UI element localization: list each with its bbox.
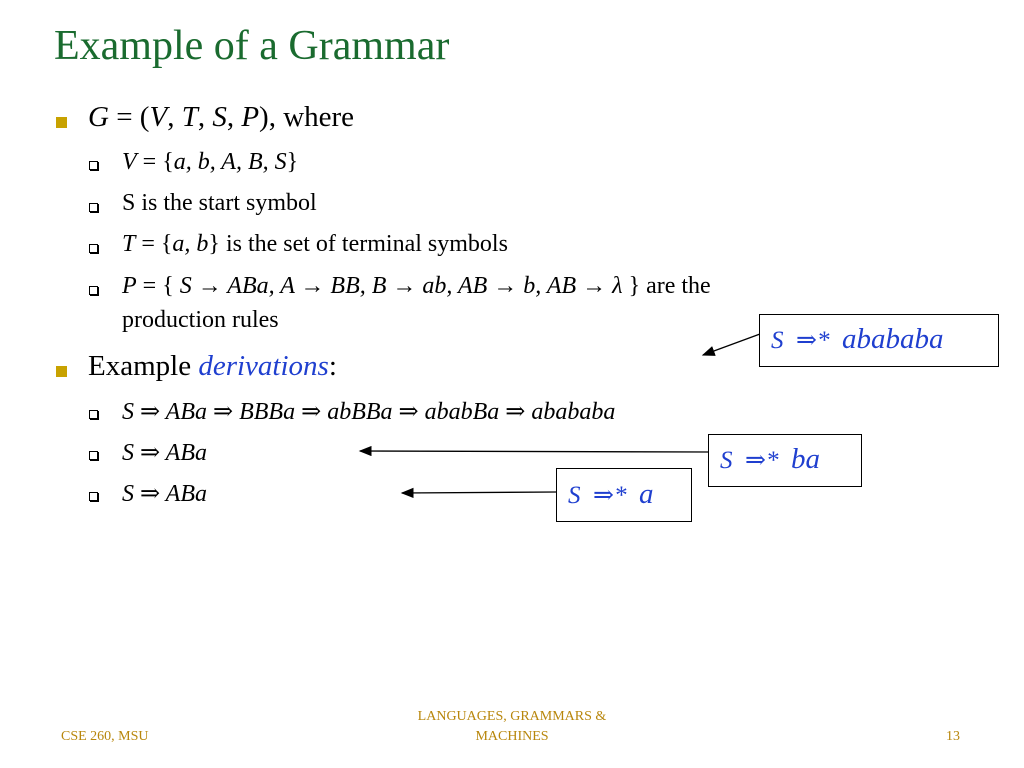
footer-title: LANGUAGES, GRAMMARS & MACHINES	[417, 709, 607, 744]
productions-line: P = { S → ABa, A → BB, B → ab, AB → b, AB → λ } are the	[122, 273, 711, 299]
grammar-definition: G = (V, T, S, P), where	[88, 101, 355, 133]
footer-page-number: 13	[946, 729, 960, 744]
example-derivations-heading: Example derivations:	[88, 350, 337, 382]
footer-course: CSE 260, MSU	[61, 729, 149, 744]
arrow-line-3	[402, 492, 556, 493]
start-symbol-line: S is the start symbol	[122, 190, 317, 216]
arrow-line-1	[703, 334, 760, 355]
slide-title: Example of a Grammar	[54, 23, 450, 69]
callout-a: S ⇒* a	[556, 468, 692, 522]
callout-ba: S ⇒* ba	[708, 434, 862, 487]
derivation-3: S ⇒ ABa	[122, 481, 207, 507]
variables-line: V = {a, b, A, B, S}	[122, 149, 299, 175]
arrow-line-2	[360, 451, 709, 452]
derivation-1: S ⇒ ABa ⇒ BBBa ⇒ abBBa ⇒ ababBa ⇒ abababa	[122, 399, 616, 425]
terminals-line: T = {a, b} is the set of terminal symbols	[122, 231, 508, 257]
callout-abababa: S ⇒* abababa	[759, 314, 999, 367]
productions-line-2: production rules	[122, 307, 279, 333]
derivation-2: S ⇒ ABa	[122, 440, 207, 466]
grammar-g: G	[88, 101, 109, 133]
